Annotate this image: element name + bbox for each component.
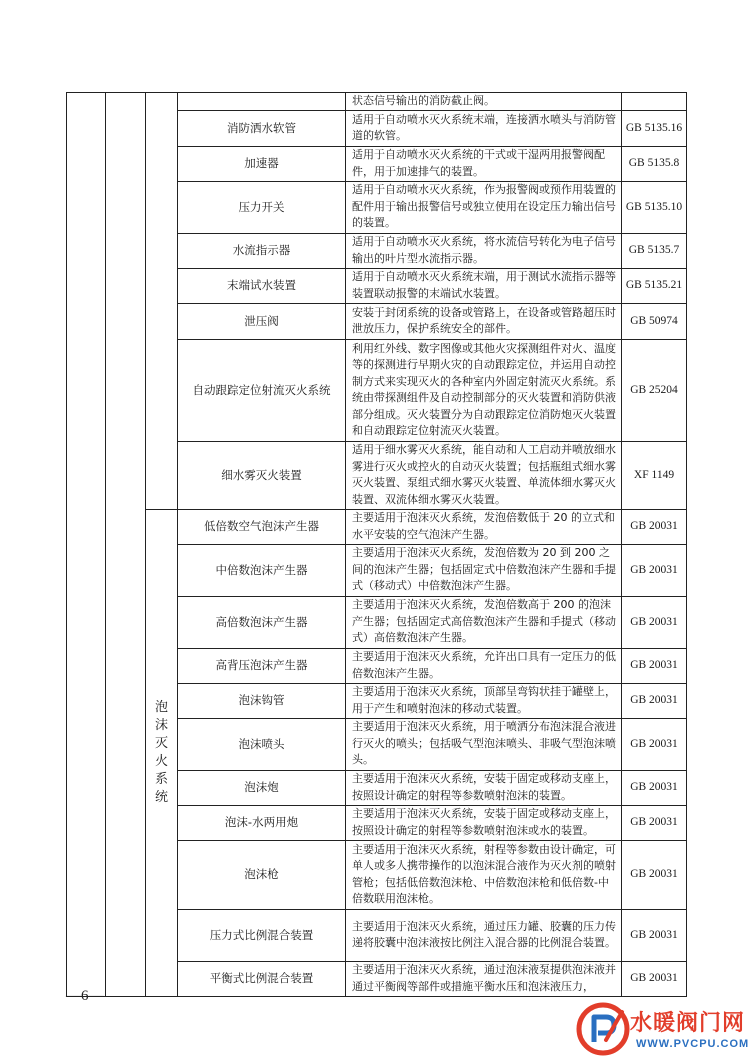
system-cell-foam — [146, 509, 178, 996]
product-name: 压力式比例混合装置 — [178, 909, 346, 961]
product-description: 适用于自动喷水灭火系统末端，用于测试水流指示器等装置联动报警的末端试水装置。 — [346, 268, 622, 303]
product-description: 主要适用于泡沫灭火系统，射程等参数由设计确定，可单人或多人携带操作的以泡沫混合液作为灭火剂的喷射管枪；包括低倍数泡沫枪、中倍数泡沫枪和低倍数-中倍数联用泡沫枪。 — [346, 840, 622, 909]
standard-code: GB 20031 — [622, 596, 687, 648]
product-description: 主要适用于泡沫灭火系统，允许出口具有一定压力的低倍数泡沫产生器。 — [346, 648, 622, 683]
product-description: 安装于封闭系统的设备或管路上，在设备或管路超压时泄放压力，保护系统安全的部件。 — [346, 303, 622, 339]
product-name: 中倍数泡沫产生器 — [178, 544, 346, 596]
site-watermark[interactable] — [572, 1000, 748, 1058]
product-name: 末端试水装置 — [178, 268, 346, 303]
product-description: 主要适用于泡沫灭火系统，通过泡沫液泵提供泡沫液并通过平衡阀等部件或措施平衡水压和泡沫液压力， — [346, 961, 622, 996]
product-name: 加速器 — [178, 146, 346, 181]
watermark-title: 水暖阀门网 — [630, 1011, 746, 1036]
product-description: 适用于自动喷水灭火系统的干式或干湿两用报警阀配件，用于加速排气的装置。 — [346, 146, 622, 181]
category-cell-1 — [67, 93, 106, 997]
product-name: 自动跟踪定位射流灭火系统 — [178, 339, 346, 441]
product-name: 泄压阀 — [178, 303, 346, 339]
standard-code: GB 5135.16 — [622, 110, 687, 146]
standard-code: GB 50974 — [622, 303, 687, 339]
standard-code: GB 5135.10 — [622, 181, 687, 233]
category-cell-2 — [106, 93, 146, 997]
product-description: 主要适用于泡沫灭火系统，安装于固定或移动支座上，按照设计确定的射程等参数喷射泡沫或水的装置。 — [346, 805, 622, 840]
product-name: 泡沫喷头 — [178, 718, 346, 770]
product-name: 压力开关 — [178, 181, 346, 233]
product-description: 适用于自动喷水灭火系统，作为报警阀或预作用装置的配件用于输出报警信号或独立使用在设定压力输出信号的装置。 — [346, 181, 622, 233]
standard-code: GB 20031 — [622, 544, 687, 596]
standard-code: GB 5135.7 — [622, 233, 687, 268]
standard-code: GB 20031 — [622, 648, 687, 683]
product-name: 细水雾灭火装置 — [178, 441, 346, 509]
standard-code: GB 20031 — [622, 718, 687, 770]
standard-code: GB 20031 — [622, 909, 687, 961]
standard-code: XF 1149 — [622, 441, 687, 509]
standard-code — [622, 93, 687, 111]
table-row — [67, 509, 687, 544]
standard-code: GB 20031 — [622, 509, 687, 544]
product-description: 主要适用于泡沫灭火系统，顶部呈弯钩状挂于罐壁上，用于产生和喷射泡沫的移动式装置。 — [346, 683, 622, 718]
product-name: 水流指示器 — [178, 233, 346, 268]
product-description: 主要适用于泡沫灭火系统，用于喷洒分布泡沫混合液进行灭火的喷头；包括吸气型泡沫喷头、非吸气型泡沫喷头。 — [346, 718, 622, 770]
standard-code: GB 20031 — [622, 770, 687, 805]
product-description: 主要适用于泡沫灭火系统，发泡倍数高于 200 的泡沫产生器；包括固定式高倍数泡沫产生器和手提式（移动式）高倍数泡沫产生器。 — [346, 596, 622, 648]
product-name — [178, 93, 346, 111]
product-name: 泡沫钩管 — [178, 683, 346, 718]
system-cell-sprinkler — [146, 93, 178, 510]
product-description: 主要适用于泡沫灭火系统，发泡倍数为 20 到 200 之间的泡沫产生器；包括固定式中倍数泡沫产生器和手提式（移动式）中倍数泡沫产生器。 — [346, 544, 622, 596]
product-name: 平衡式比例混合装置 — [178, 961, 346, 996]
product-name: 泡沫炮 — [178, 770, 346, 805]
product-description: 适用于细水雾灭火系统，能自动和人工启动并喷放细水雾进行灭火或控火的自动灭火装置；包括瓶组式细水雾灭火装置、泵组式细水雾灭火装置、单流体细水雾灭火装置、双流体细水雾灭火装置。 — [346, 441, 622, 509]
watermark-url: WWW.PVCPU.COM — [636, 1038, 750, 1050]
standard-code: GB 20031 — [622, 840, 687, 909]
product-name: 泡沫枪 — [178, 840, 346, 909]
product-description: 适用于自动喷水灭火系统末端，连接洒水喷头与消防管道的软管。 — [346, 110, 622, 146]
product-description: 状态信号输出的消防截止阀。 — [346, 93, 622, 111]
foam-system-label: 泡沫灭火系统 — [154, 699, 168, 805]
product-description: 主要适用于泡沫灭火系统，发泡倍数低于 20 的立式和水平安装的空气泡沫产生器。 — [346, 509, 622, 544]
product-name: 泡沫-水两用炮 — [178, 805, 346, 840]
page-number: —6— — [66, 988, 104, 1004]
pvc-logo-icon — [576, 1002, 630, 1056]
standards-table — [66, 92, 687, 997]
product-name: 高背压泡沫产生器 — [178, 648, 346, 683]
table-row — [67, 93, 687, 111]
standard-code: GB 5135.8 — [622, 146, 687, 181]
product-description: 利用红外线、数字图像或其他火灾探测组件对火、温度等的探测进行早期火灾的自动跟踪定位，并运用自动控制方式来实现灭火的各种室内外固定射流灭火系统。系统由带探测组件及自动控制部分的灭火装置和消防供液部分组成。灭火装置分为自动跟踪定位消防炮灭火装置和自动跟踪定位射流灭火装置。 — [346, 339, 622, 441]
product-name: 低倍数空气泡沫产生器 — [178, 509, 346, 544]
product-name: 高倍数泡沫产生器 — [178, 596, 346, 648]
product-description: 主要适用于泡沫灭火系统，安装于固定或移动支座上，按照设计确定的射程等参数喷射泡沫的装置。 — [346, 770, 622, 805]
standard-code: GB 5135.21 — [622, 268, 687, 303]
product-description: 主要适用于泡沫灭火系统，通过压力罐、胶囊的压力传递将胶囊中泡沫液按比例注入混合器的比例混合装置。 — [346, 909, 622, 961]
product-name: 消防洒水软管 — [178, 110, 346, 146]
standard-code: GB 20031 — [622, 961, 687, 996]
product-description: 适用于自动喷水灭火系统，将水流信号转化为电子信号输出的叶片型水流指示器。 — [346, 233, 622, 268]
standard-code: GB 20031 — [622, 805, 687, 840]
standard-code: GB 25204 — [622, 339, 687, 441]
standard-code: GB 20031 — [622, 683, 687, 718]
